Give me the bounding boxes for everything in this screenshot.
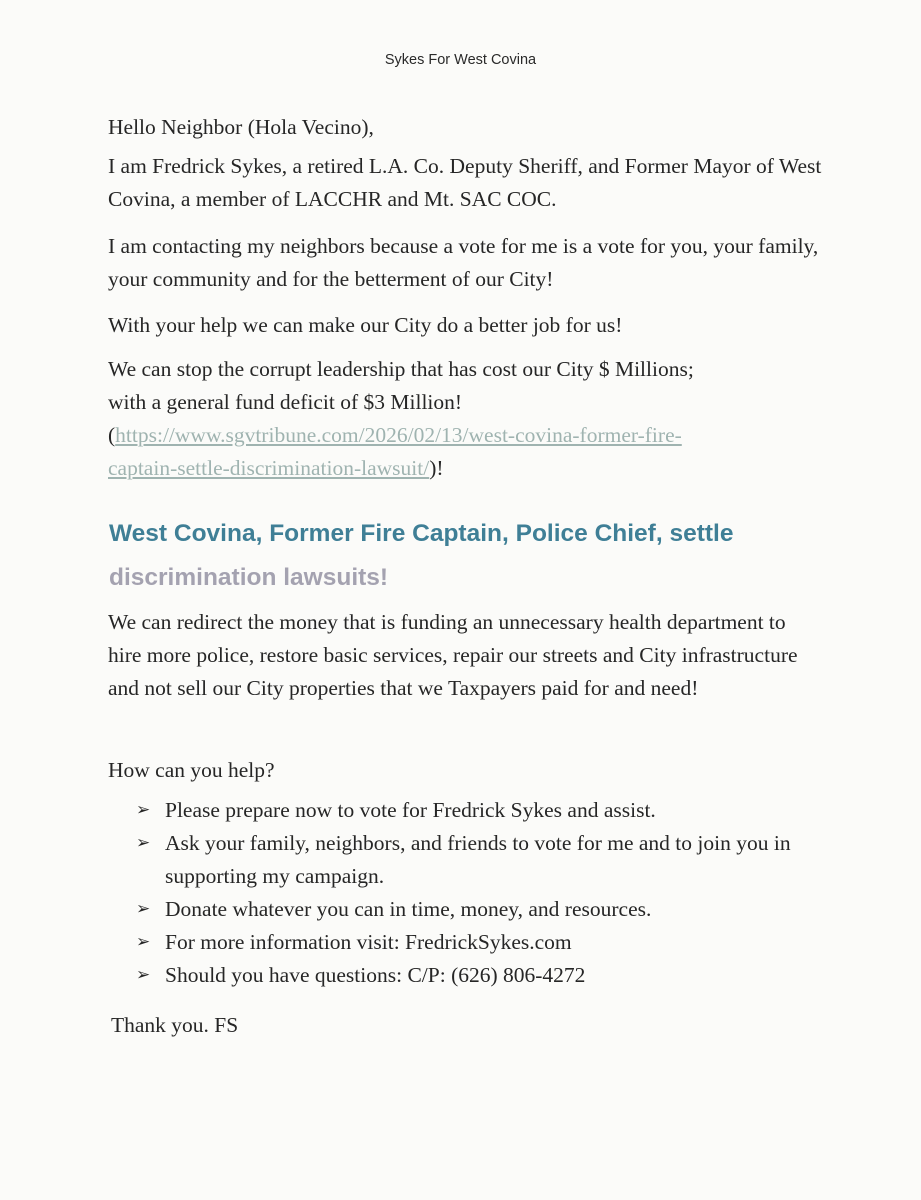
arrow-bullet-icon: ➢ [136,800,151,820]
list-item [136,926,856,959]
list-item [136,827,856,893]
intro-paragraph: I am Fredrick Sykes, a retired L.A. Co. Deputy Sheriff, and Former Mayor of West Covina, a member of LACCHR and Mt. SAC COC. [108,154,822,211]
link-close-paren: )! [429,456,444,480]
arrow-bullet-icon: ➢ [136,833,151,853]
link-open-paren: ( [108,423,116,447]
list-item [136,893,856,926]
list-item [136,959,856,992]
list-item-text: Should you have questions: C/P: (626) 806-4272 [165,963,586,987]
how-help-heading: How can you help? [108,758,275,782]
help-list [136,794,856,992]
list-item-text: For more information visit: FredrickSykes.com [165,930,572,954]
article-link-line-1[interactable]: https://www.sgvtribune.com/2026/02/13/west-covina-former-fire- [115,423,682,447]
arrow-bullet-icon: ➢ [136,899,151,919]
corrupt-line-1: We can stop the corrupt leadership that has cost our City $ Millions; [108,357,694,381]
arrow-bullet-icon: ➢ [136,932,151,952]
headline-line-2: discrimination lawsuits! [109,564,389,591]
corrupt-line-2: with a general fund deficit of $3 Million! [108,390,463,414]
contacting-paragraph: I am contacting my neighbors because a vote for me is a vote for you, your family, your community and for the betterment of our City! [108,234,819,291]
page-header: Sykes For West Covina [384,52,537,68]
corrupt-paragraph [108,353,828,485]
redirect-paragraph: We can redirect the money that is funding an unnecessary health department to hire more police, restore basic services, repair our streets and City infrastructure and not sell our City properties that we Taxpayers paid for and need! [108,610,798,700]
list-item-text: Ask your family, neighbors, and friends to vote for me and to join you in supporting my campaign. [165,831,791,888]
greeting: Hello Neighbor (Hola Vecino), [108,115,374,139]
list-item-text: Please prepare now to vote for Fredrick Sykes and assist. [165,798,656,822]
article-link-line-2[interactable]: captain-settle-discrimination-lawsuit/ [108,456,430,480]
list-item-text: Donate whatever you can in time, money, and resources. [165,897,652,921]
help-statement: With your help we can make our City do a better job for us! [108,313,623,337]
headline [109,512,829,600]
arrow-bullet-icon: ➢ [136,965,151,985]
list-item [136,794,856,827]
closing: Thank you. FS [111,1013,239,1037]
headline-line-1: West Covina, Former Fire Captain, Police Chief, settle [109,520,734,547]
